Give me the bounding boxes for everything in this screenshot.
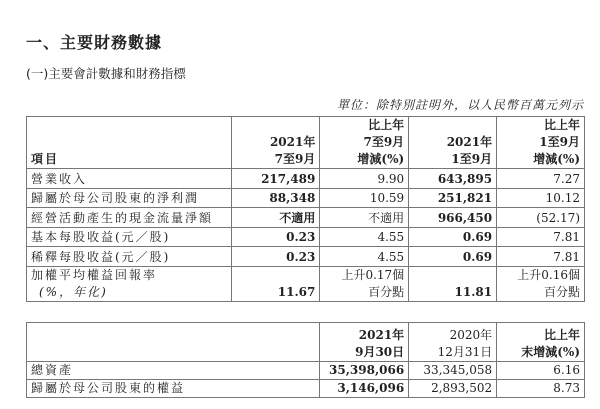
section-title: 一、主要財務數據	[26, 33, 163, 52]
cell: 7.27	[497, 169, 585, 189]
cell: 上升0.17個 百分點	[320, 266, 409, 301]
row-label: 稀釋每股收益(元／股)	[27, 247, 232, 267]
row-label: 營業收入	[27, 169, 232, 189]
cell: 0.23	[232, 227, 320, 247]
cell: 3,146,096	[320, 380, 409, 398]
row-label: 歸屬於母公司股東的權益	[27, 380, 320, 398]
table-row	[27, 208, 585, 228]
table-row	[27, 247, 585, 267]
cell: 7.81	[497, 227, 585, 247]
column-header	[27, 323, 320, 362]
cell: 7.81	[497, 247, 585, 267]
column-header: 2020年 12月31日	[409, 323, 497, 362]
cell: 9.90	[320, 169, 409, 189]
cell: 251,821	[409, 188, 497, 208]
cell: 966,450	[409, 208, 497, 228]
header-row	[27, 117, 585, 169]
cell: 33,345,058	[409, 362, 497, 380]
column-header: 比上年 7至9月 增減(%)	[320, 117, 409, 169]
table-row	[27, 362, 585, 380]
cell: 35,398,066	[320, 362, 409, 380]
cell: 上升0.16個 百分點	[497, 266, 585, 301]
table-row	[27, 188, 585, 208]
cell: 不適用	[320, 208, 409, 228]
column-header: 2021年 1至9月	[409, 117, 497, 169]
table-row	[27, 169, 585, 189]
row-label-sub: (%，年化)	[39, 284, 108, 299]
cell: 10.59	[320, 188, 409, 208]
cell: 6.16	[497, 362, 585, 380]
row-label-main: 加權平均權益回報率	[31, 267, 158, 282]
column-header: 比上年 末增減(%)	[497, 323, 585, 362]
cell: 4.55	[320, 227, 409, 247]
cell: 10.12	[497, 188, 585, 208]
cell: 4.55	[320, 247, 409, 267]
cell: 0.69	[409, 247, 497, 267]
header-row	[27, 323, 585, 362]
column-header: 2021年 7至9月	[232, 117, 320, 169]
column-header: 比上年 1至9月 增減(%)	[497, 117, 585, 169]
column-header: 項目	[27, 117, 232, 169]
row-label: 歸屬於母公司股東的淨利潤	[27, 188, 232, 208]
cell: 不適用	[232, 208, 320, 228]
cell: 11.67	[232, 266, 320, 301]
cell: 217,489	[232, 169, 320, 189]
cell: 0.69	[409, 227, 497, 247]
table-row	[27, 266, 585, 301]
row-label: 基本每股收益(元／股)	[27, 227, 232, 247]
row-label	[27, 266, 232, 301]
subsection-title: (一)主要會計數據和財務指標	[26, 66, 186, 81]
table-row	[27, 380, 585, 398]
row-label: 總資產	[27, 362, 320, 380]
table-row	[27, 227, 585, 247]
cell: 88,348	[232, 188, 320, 208]
unit-note: 單位：除特別註明外，以人民幣百萬元列示	[336, 98, 584, 112]
row-label: 經營活動產生的現金流量淨額	[27, 208, 232, 228]
key-financial-table	[26, 116, 585, 302]
balance-table	[26, 322, 585, 398]
cell: 643,895	[409, 169, 497, 189]
column-header: 2021年 9月30日	[320, 323, 409, 362]
cell: 0.23	[232, 247, 320, 267]
cell: (52.17)	[497, 208, 585, 228]
cell: 8.73	[497, 380, 585, 398]
cell: 11.81	[409, 266, 497, 301]
cell: 2,893,502	[409, 380, 497, 398]
